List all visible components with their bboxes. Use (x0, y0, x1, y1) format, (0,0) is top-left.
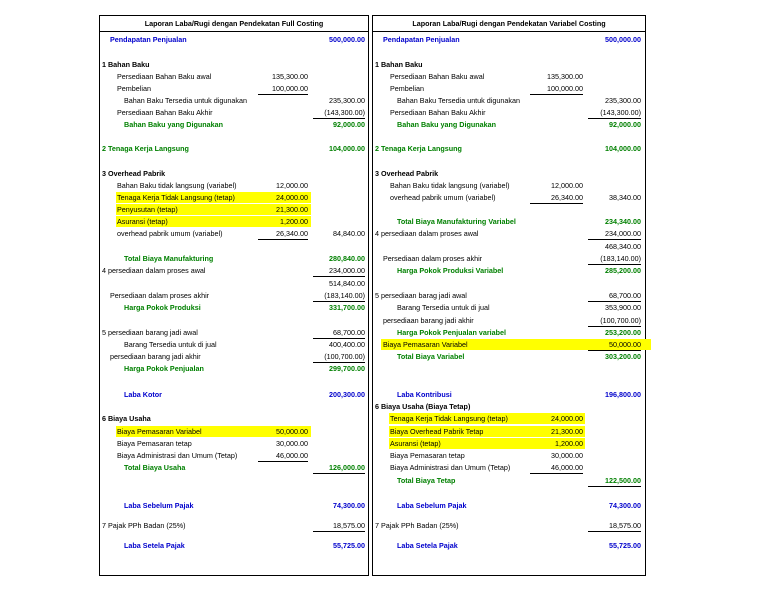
total-amount: 126,000.00 (313, 462, 365, 474)
row-label: Asuransi (tetap) (390, 439, 441, 448)
statement-row (100, 34, 368, 45)
total-amount: 84,840.00 (333, 229, 365, 238)
total-amount: 299,700.00 (329, 364, 365, 373)
statement-row (100, 290, 368, 301)
row-label: 2 Tenaga Kerja Langsung (375, 144, 462, 153)
statement-row (100, 351, 368, 362)
statement-row (100, 302, 368, 313)
row-label: Laba Kontribusi (397, 390, 452, 399)
row-label: Biaya Administrasi dan Umum (Tetap) (390, 463, 511, 472)
statement-row (373, 290, 645, 301)
statement-row (100, 413, 368, 424)
row-label: Bahan Baku yang Digunakan (124, 120, 224, 129)
statement-row (373, 83, 645, 94)
statement-row (373, 438, 645, 449)
row-label: 2 Tenaga Kerja Langsung (102, 144, 189, 153)
row-label: Total Biaya Manufakturing Variabel (397, 217, 516, 226)
statement-row (100, 278, 368, 289)
total-amount: 68,700.00 (313, 327, 365, 339)
statement-row (100, 180, 368, 191)
statement-row (373, 520, 645, 531)
statement-row (373, 107, 645, 118)
row-label: 1 Bahan Baku (102, 60, 150, 69)
total-amount: (183,140.00) (313, 290, 365, 302)
row-label: Harga Pokok Produksi Variabel (397, 266, 504, 275)
row-label: Bahan Baku tidak langsung (variabel) (390, 181, 510, 190)
statement-row (373, 462, 645, 473)
total-amount: 400,400.00 (329, 340, 365, 349)
row-label: Harga Pokok Produksi (124, 303, 201, 312)
statement-row (373, 119, 645, 130)
statement-row (373, 475, 645, 486)
row-label: Bahan Baku Tersedia untuk digunakan (397, 96, 520, 105)
total-amount: 468,340.00 (605, 242, 641, 251)
row-label: persediaan barang jadi akhir (383, 316, 474, 325)
row-label: Pendapatan Penjualan (110, 35, 187, 44)
total-amount: 235,300.00 (329, 96, 365, 105)
statement-row (100, 500, 368, 511)
row-label: Bahan Baku yang Digunakan (397, 120, 497, 129)
statement-row (373, 339, 645, 350)
total-amount: 331,700.00 (329, 303, 365, 312)
statement-row (373, 241, 645, 252)
row-label: 6 Biaya Usaha (102, 414, 151, 423)
sub-amount: 12,000.00 (276, 181, 308, 190)
statement-row (100, 450, 368, 461)
row-label: Bahan Baku tidak langsung (variabel) (117, 181, 237, 190)
row-label: Laba Setela Pajak (397, 541, 458, 550)
statement-row (100, 540, 368, 551)
statement-row (373, 180, 645, 191)
row-label: Biaya Pemasaran tetap (117, 439, 192, 448)
total-amount: (143,300.00) (588, 107, 641, 119)
sub-amount: 21,300.00 (551, 427, 583, 436)
total-amount: 200,300.00 (329, 390, 365, 399)
statement-row (373, 540, 645, 551)
total-amount: (183,140.00) (588, 253, 641, 265)
row-label: Total Biaya Usaha (124, 463, 186, 472)
total-amount: 234,000.00 (588, 228, 641, 240)
statement-row (100, 168, 368, 179)
row-label: Barang Tersedia untuk di jual (124, 340, 217, 349)
row-label: Harga Pokok Penjualan variabel (397, 328, 507, 337)
row-label: Persediaan Bahan Baku awal (390, 72, 485, 81)
statement-row (373, 327, 645, 338)
statement-row (373, 216, 645, 227)
sub-amount: 24,000.00 (551, 414, 583, 423)
row-label: Barang Tersedia untuk di jual (397, 303, 490, 312)
statement-row (373, 426, 645, 437)
sub-amount: 50,000.00 (276, 427, 308, 436)
total-amount: (100,700.00) (588, 315, 641, 327)
total-amount: 50,000.00 (588, 339, 641, 351)
sub-amount: 1,200.00 (280, 217, 308, 226)
sub-amount: 21,300.00 (276, 205, 308, 214)
total-amount: 104,000.00 (605, 144, 641, 153)
statement-row (100, 389, 368, 400)
sub-amount: 100,000.00 (530, 83, 583, 95)
row-label: Biaya Overhead Pabrik Tetap (390, 427, 484, 436)
total-amount: 18,575.00 (588, 520, 641, 532)
total-amount: 92,000.00 (609, 120, 641, 129)
statement-row (373, 351, 645, 362)
statement-row (100, 363, 368, 374)
total-amount: 353,900.00 (605, 303, 641, 312)
total-amount: 38,340.00 (609, 193, 641, 202)
sub-amount: 46,000.00 (530, 462, 583, 474)
sub-amount: 1,200.00 (555, 439, 583, 448)
total-amount: 514,840.00 (329, 279, 365, 288)
sub-amount: 26,340.00 (530, 192, 583, 204)
statement-row (373, 265, 645, 276)
total-amount: 55,725.00 (333, 541, 365, 550)
statement-row (373, 143, 645, 154)
row-label: Biaya Pemasaran Variabel (383, 340, 468, 349)
row-label: Asuransi (tetap) (117, 217, 168, 226)
row-label: 5 persediaan barang jadi awal (102, 328, 198, 337)
total-amount: 104,000.00 (329, 144, 365, 153)
row-label: Pembelian (390, 84, 424, 93)
total-amount: 196,800.00 (605, 390, 641, 399)
statement-row (373, 253, 645, 264)
statement-row (373, 34, 645, 45)
sub-amount: 100,000.00 (258, 83, 308, 95)
statement-row (100, 426, 368, 437)
row-label: 5 persediaan barag jadi awal (375, 291, 467, 300)
row-label: persediaan barang jadi akhir (110, 352, 201, 361)
total-amount: (100,700.00) (313, 351, 365, 363)
row-label: Persediaan Bahan Baku awal (117, 72, 212, 81)
row-label: Tenaga Kerja Tidak Langsung (tetap) (117, 193, 235, 202)
sub-amount: 30,000.00 (276, 439, 308, 448)
total-amount: (143,300.00) (313, 107, 365, 119)
statement-row (100, 253, 368, 264)
sub-amount: 24,000.00 (276, 193, 308, 202)
row-label: Biaya Administrasi dan Umum (Tetap) (117, 451, 238, 460)
row-label: Persediaan dalam proses akhir (383, 254, 483, 263)
total-amount: 235,300.00 (605, 96, 641, 105)
statement-row (100, 265, 368, 276)
total-amount: 68,700.00 (588, 290, 641, 302)
total-amount: 74,300.00 (333, 501, 365, 510)
variable-costing-panel (372, 15, 646, 576)
total-amount: 500,000.00 (605, 35, 641, 44)
statement-row (373, 413, 645, 424)
row-label: Laba Sebelum Pajak (397, 501, 467, 510)
statement-row (100, 107, 368, 118)
sub-amount: 135,300.00 (547, 72, 583, 81)
row-label: 6 Biaya Usaha (Biaya Tetap) (375, 402, 471, 411)
statement-row (100, 143, 368, 154)
row-label: Laba Kotor (124, 390, 162, 399)
statement-row (100, 216, 368, 227)
statement-row (100, 228, 368, 239)
statement-row (100, 59, 368, 70)
statement-row (100, 339, 368, 350)
row-label: Total Biaya Manufakturing (124, 254, 214, 263)
row-label: Persediaan Bahan Baku Akhir (390, 108, 486, 117)
sub-amount: 135,300.00 (272, 72, 308, 81)
total-amount: 303,200.00 (605, 352, 641, 361)
sub-amount: 12,000.00 (551, 181, 583, 190)
row-label: Persediaan dalam proses akhir (110, 291, 210, 300)
statement-row (100, 83, 368, 94)
full-costing-panel (99, 15, 369, 576)
statement-row (373, 389, 645, 400)
row-label: overhead pabrik umum (variabel) (390, 193, 496, 202)
row-label: 4 persediaan dalam proses awal (102, 266, 206, 275)
sub-amount: 46,000.00 (258, 450, 308, 462)
total-amount: 234,000.00 (313, 265, 365, 277)
statement-row (100, 192, 368, 203)
statement-row (100, 119, 368, 130)
row-label: 4 persediaan dalam proses awal (375, 229, 479, 238)
row-label: Pendapatan Penjualan (383, 35, 460, 44)
row-label: Biaya Pemasaran tetap (390, 451, 465, 460)
statement-row (373, 302, 645, 313)
row-label: Total Biaya Variabel (397, 352, 465, 361)
statement-row (373, 71, 645, 82)
statement-row (373, 95, 645, 106)
statement-row (100, 462, 368, 473)
statement-row (373, 228, 645, 239)
total-amount: 122,500.00 (588, 475, 641, 487)
row-label: Pembelian (117, 84, 151, 93)
row-label: 3 Overhead Pabrik (102, 169, 166, 178)
statement-row (100, 204, 368, 215)
row-label: Total Biaya Tetap (397, 476, 456, 485)
row-label: Persediaan Bahan Baku Akhir (117, 108, 213, 117)
row-label: Tenaga Kerja Tidak Langsung (tetap) (390, 414, 508, 423)
sub-amount: 26,340.00 (258, 228, 308, 240)
row-label: Biaya Pemasaran Variabel (117, 427, 202, 436)
full-costing-title: Laporan Laba/Rugi dengan Pendekatan Full Costing (100, 16, 368, 32)
total-amount: 74,300.00 (609, 501, 641, 510)
statement-row (100, 438, 368, 449)
statement-row (373, 450, 645, 461)
row-label: Harga Pokok Penjualan (124, 364, 204, 373)
row-label: 7 Pajak PPh Badan (25%) (102, 521, 186, 530)
row-label: Bahan Baku Tersedia untuk digunakan (124, 96, 247, 105)
row-label: overhead pabrik umum (variabel) (117, 229, 223, 238)
statement-row (100, 520, 368, 531)
total-amount: 18,575.00 (313, 520, 365, 532)
statement-row (373, 192, 645, 203)
statement-row (373, 59, 645, 70)
row-label: Laba Setela Pajak (124, 541, 185, 550)
row-label: Penyusutan (tetap) (117, 205, 178, 214)
statement-row (100, 95, 368, 106)
sub-amount: 30,000.00 (551, 451, 583, 460)
total-amount: 55,725.00 (609, 541, 641, 550)
total-amount: 234,340.00 (605, 217, 641, 226)
statement-row (373, 168, 645, 179)
total-amount: 285,200.00 (605, 266, 641, 275)
statement-row (373, 315, 645, 326)
row-label: 7 Pajak PPh Badan (25%) (375, 521, 459, 530)
total-amount: 253,200.00 (605, 328, 641, 337)
row-label: 1 Bahan Baku (375, 60, 423, 69)
statement-row (100, 71, 368, 82)
row-label: 3 Overhead Pabrik (375, 169, 439, 178)
statement-row (100, 327, 368, 338)
statement-row (373, 401, 645, 412)
total-amount: 92,000.00 (333, 120, 365, 129)
row-label: Laba Sebelum Pajak (124, 501, 194, 510)
total-amount: 500,000.00 (329, 35, 365, 44)
statement-row (373, 500, 645, 511)
variable-costing-title: Laporan Laba/Rugi dengan Pendekatan Variabel Costing (373, 16, 645, 32)
total-amount: 280,840.00 (329, 254, 365, 263)
